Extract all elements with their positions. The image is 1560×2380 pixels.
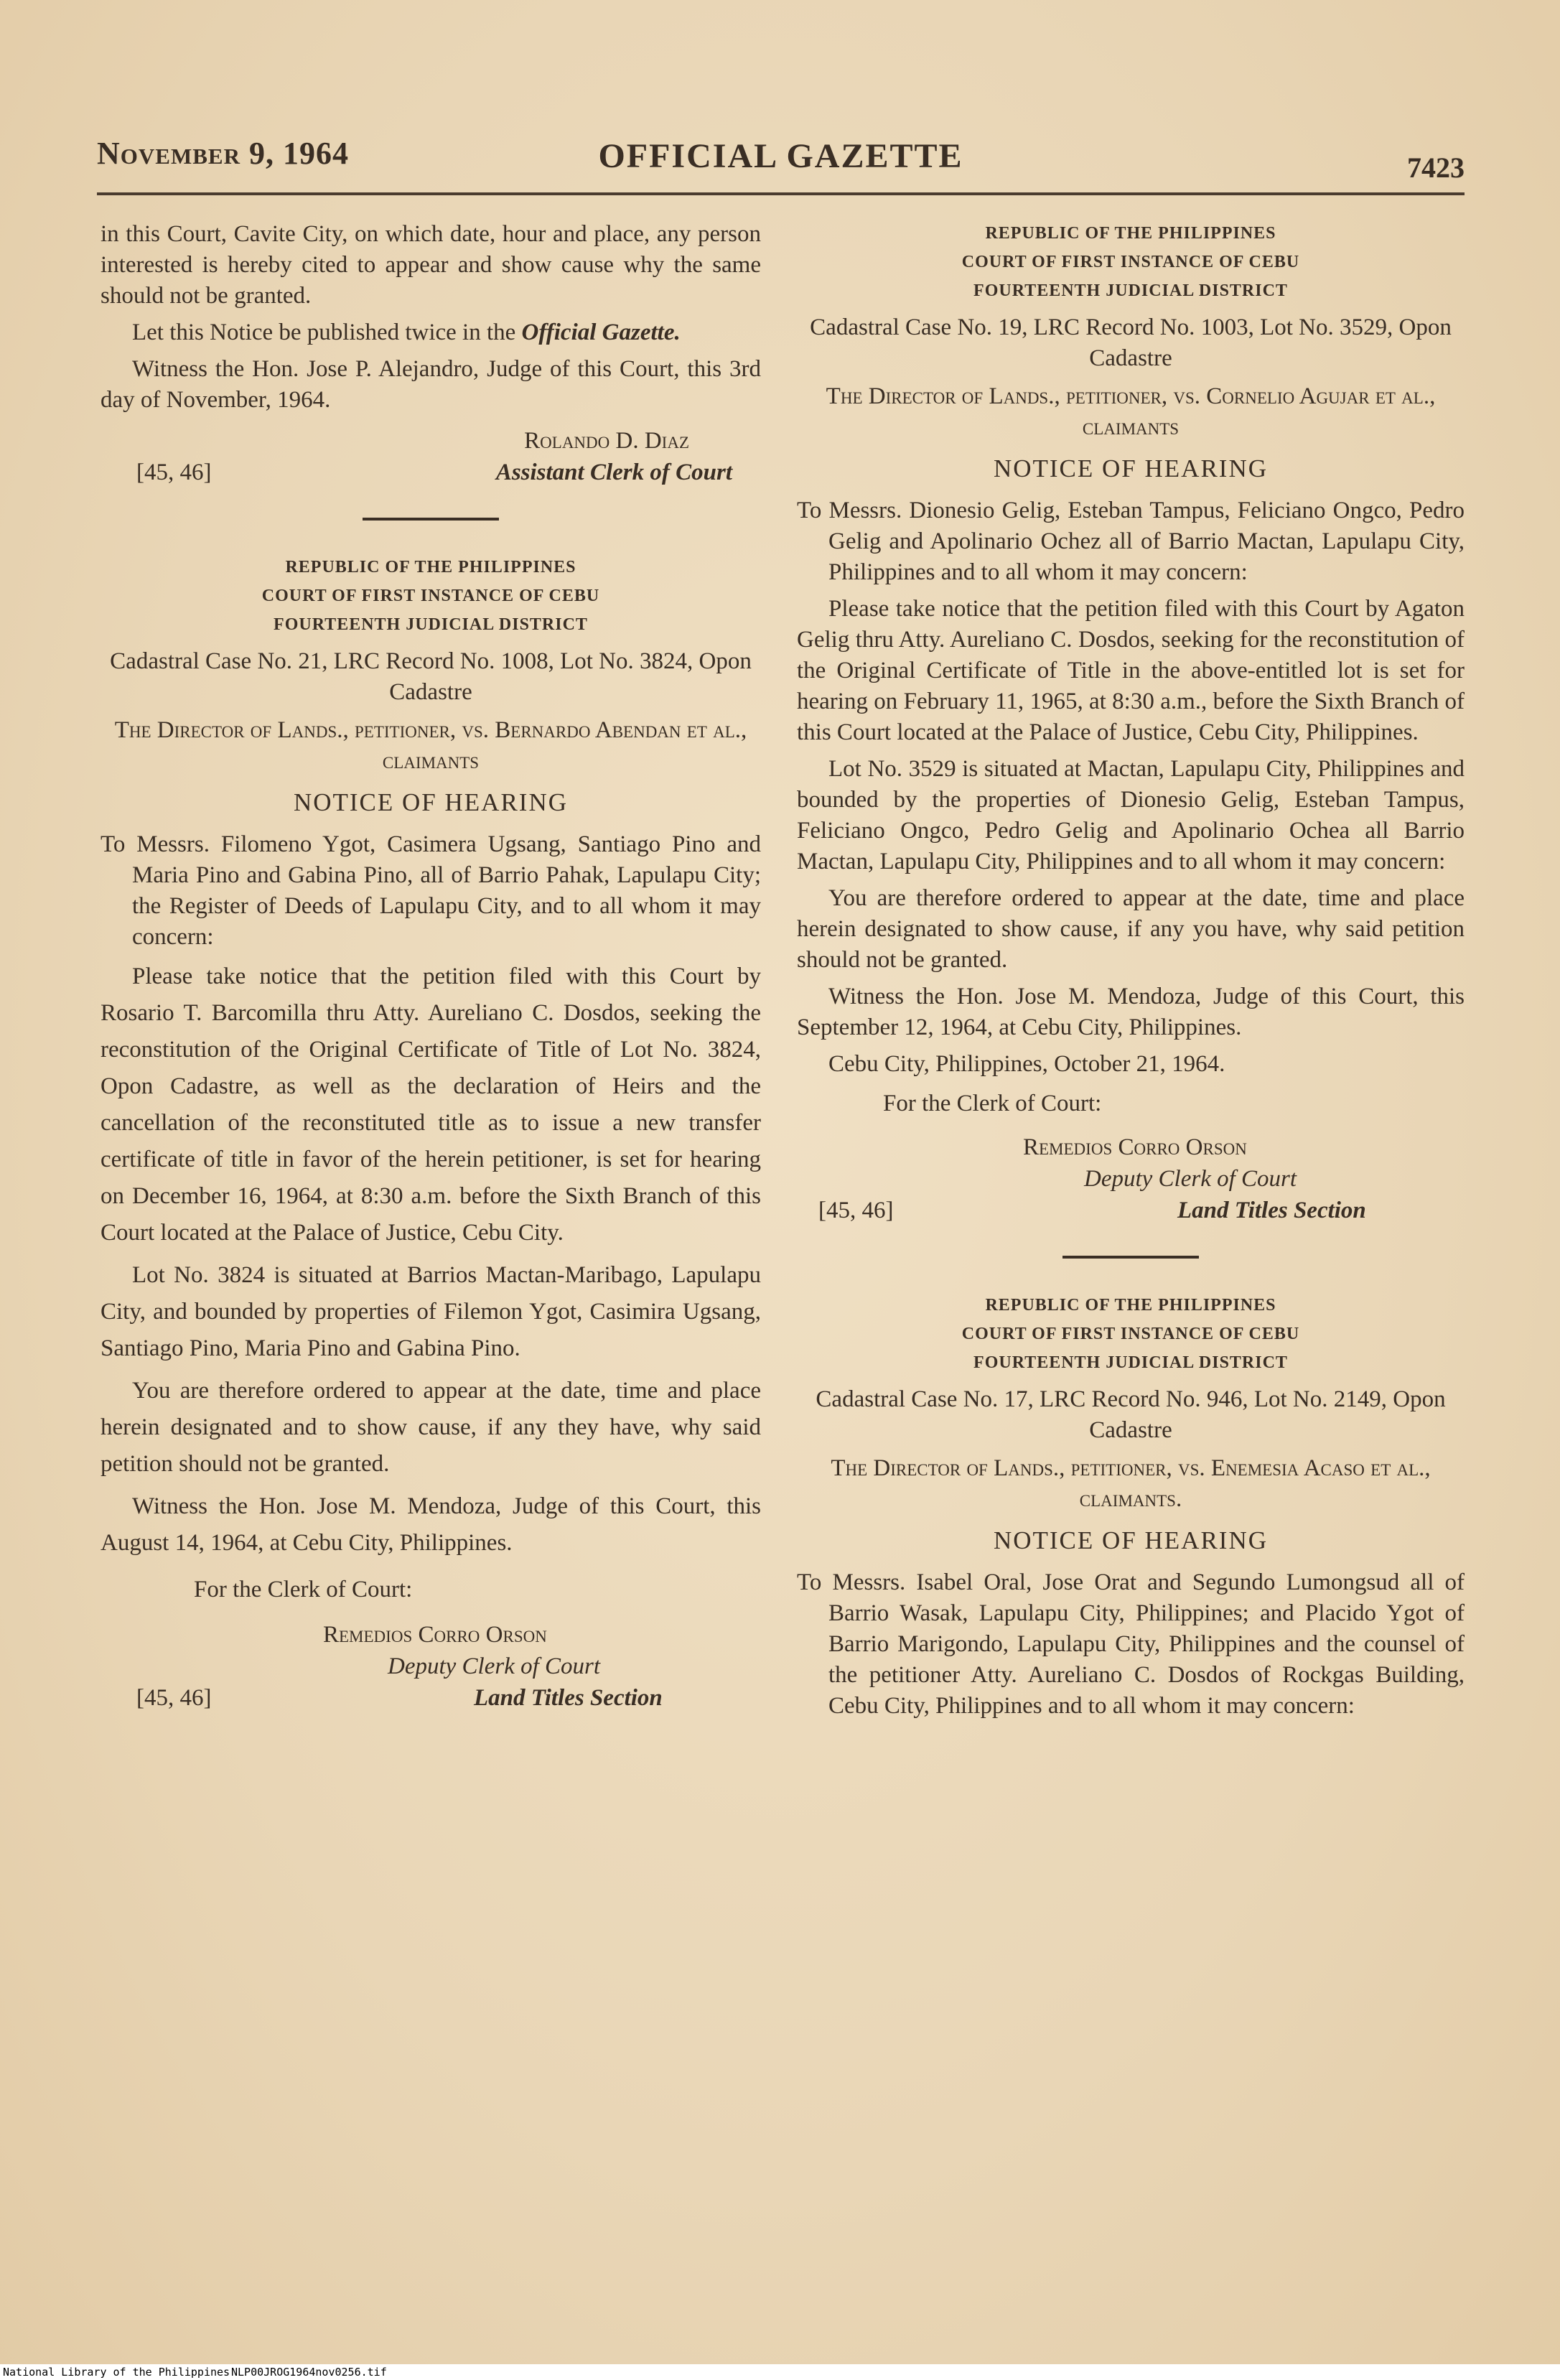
court-header-line: REPUBLIC OF THE PHILIPPINES [985,1296,1276,1315]
signatory-title: Deputy Clerk of Court [388,1653,601,1679]
signature-block-2 [101,457,761,489]
lot-description: Lot No. 3529 is situated at Mactan, Lapulapu City, Philippines and bounded by the properties of Dionesio Gelig, Esteban Tampus, Feliciano Ongco, Pedro Gelig and Apolinario Ochea all Barrio Mactan, Lapulapu City, Philippines and to all whom it may concern: [797,756,1465,874]
addressees: To Messrs. Isabel Oral, Jose Orat and Segundo Lumongsud all of Barrio Wasak, Lapulapu City, Philippines; and Placido Ygot of Barrio Marigondo, Lapulapu City, Philippines and the counsel of the petitioner Atty. Aureliano C. Dosdos of Rockgas Building, Cebu City, Philippines and to all whom it may concern: [797,1569,1465,1719]
right-column [797,219,1465,1727]
notice-case-19 [797,219,1465,1227]
witness-paragraph: Witness the Hon. Jose P. Alejandro, Judge of this Court, this 3rd day of November, 1964. [101,356,761,413]
witness-paragraph: Witness the Hon. Jose M. Mendoza, Judge of this Court, this August 14, 1964, at Cebu City, Philippines. [101,1493,761,1556]
case-caption: Cadastral Case No. 19, LRC Record No. 1003, Lot No. 3529, Opon Cadastre [810,314,1452,371]
court-header-line: COURT OF FIRST INSTANCE OF CEBU [261,587,600,605]
section-title: Land Titles Section [1177,1198,1366,1223]
signature-block-3 [101,1683,761,1714]
addressees: To Messrs. Filomeno Ygot, Casimera Ugsang, Santiago Pino and Maria Pino and Gabina Pino, all of Barrio Pahak, Lapulapu City; the Register of Deeds of Lapulapu City, and to all whom it may concern: [101,831,761,950]
case-caption: Cadastral Case No. 17, LRC Record No. 946, Lot No. 2149, Opon Cadastre [816,1386,1446,1443]
court-header-line: REPUBLIC OF THE PHILIPPINES [285,558,576,577]
notice-body: Please take notice that the petition filed with this Court by Rosario T. Barcomilla thru Atty. Aureliano C. Dosdos, seeking the reconstitution of the Original Certificate of Title of Lot No. 3824, Opon Cadastre, as well as the declaration of Heirs and the cancellation of the reconstituted title as to issue a new transfer certificate of title in favor of the herein petitioner, is set for hearing on December 16, 1964, at 8:30 a.m. before the Sixth Branch of this Court located at the Palace of Justice, Cebu City. [101,963,761,1246]
publication-order: Let this Notice be published twice in the Official Gazette. [132,319,681,345]
dateline: Cebu City, Philippines, October 21, 1964. [828,1051,1225,1077]
continued-paragraph: in this Court, Cavite City, on which date, hour and place, any person interested is hereby cited to appear and show cause why the same should not be granted. [101,221,761,309]
court-header-line: COURT OF FIRST INSTANCE OF CEBU [961,253,1300,271]
page-number: 7423 [1407,151,1465,184]
signature-block [101,1620,761,1651]
court-header-line: REPUBLIC OF THE PHILIPPINES [985,224,1276,243]
issue-date: November 9, 1964 [97,136,349,171]
section-title: Land Titles Section [474,1685,663,1711]
issue-reference: [45, 46] [136,459,212,485]
court-header-line: FOURTEENTH JUDICIAL DISTRICT [274,615,588,634]
signatory-title: Assistant Clerk of Court [495,459,732,485]
scan-footer [0,2364,1560,2380]
appearance-order: You are therefore ordered to appear at the date, time and place herein designated to show cause, if any you have, why said petition should not be granted. [797,885,1465,973]
case-parties: The Director of Lands., petitioner, vs. Cornelio Agujar et al., claimants [826,383,1436,440]
signature-block [797,1132,1465,1164]
notice-heading: NOTICE OF HEARING [993,454,1269,482]
page-header [97,129,1465,194]
court-header-line: FOURTEENTH JUDICIAL DISTRICT [973,281,1288,300]
signature-block-2 [797,1164,1465,1195]
witness-paragraph: Witness the Hon. Jose M. Mendoza, Judge of this Court, this September 12, 1964, at Cebu City, Philippines. [797,984,1465,1040]
notice-case-17 [797,1291,1465,1722]
issue-reference: [45, 46] [818,1198,894,1223]
signature-block [101,426,761,457]
notice-heading: NOTICE OF HEARING [293,788,569,816]
case-parties: The Director of Lands., petitioner, vs. Enemesia Acaso et al., claimants. [831,1455,1431,1512]
notice-body: Please take notice that the petition filed with this Court by Agaton Gelig thru Atty. Aureliano C. Dosdos, seeking for the reconstitution of the Original Certificate of Title in the above-entitled lot is set for hearing on February 11, 1965, at 8:30 a.m., before the Sixth Branch of this Court located at the Palace of Justice, Cebu City, Philippines. [797,596,1465,745]
notice-heading: NOTICE OF HEARING [993,1526,1269,1554]
notice-case-21 [101,553,761,1714]
issue-reference: [45, 46] [136,1685,212,1711]
appearance-order: You are therefore ordered to appear at the date, time and place herein designated and to show cause, if any they have, why said petition should not be granted. [101,1378,761,1477]
signatory-name: Remedios Corro Orson [323,1622,547,1648]
signatory-name: Remedios Corro Orson [1023,1134,1247,1160]
court-header-line: COURT OF FIRST INSTANCE OF CEBU [961,1325,1300,1343]
notice-divider [363,518,499,521]
signature-block-2 [101,1651,761,1683]
publication-title: OFFICIAL GAZETTE [598,137,963,175]
notice-divider [1062,1256,1199,1259]
court-header-line: FOURTEENTH JUDICIAL DISTRICT [973,1353,1288,1372]
scan-filename: NLP00JROG1964nov0256.tif [231,2366,387,2379]
header-rule [97,192,1465,195]
signatory-name: Rolando D. Diaz [524,428,689,454]
left-column [101,219,761,1714]
case-caption: Cadastral Case No. 21, LRC Record No. 1008, Lot No. 3824, Opon Cadastre [110,648,752,705]
addressees: To Messrs. Dionesio Gelig, Esteban Tampus, Feliciano Ongco, Pedro Gelig and Apolinario Ochez all of Barrio Mactan, Lapulapu City, Philippines and to all whom it may concern: [797,498,1465,585]
library-credit: National Library of the Philippines [3,2366,230,2379]
signature-block-3 [797,1195,1465,1227]
for-clerk: For the Clerk of Court: [883,1091,1102,1116]
case-parties: The Director of Lands., petitioner, vs. Bernardo Abendan et al., claimants [114,717,747,774]
lot-description: Lot No. 3824 is situated at Barrios Mactan-Maribago, Lapulapu City, and bounded by properties of Filemon Ygot, Casimira Ugsang, Santiago Pino, Maria Pino and Gabina Pino. [101,1262,761,1361]
signatory-title: Deputy Clerk of Court [1084,1166,1297,1192]
for-clerk: For the Clerk of Court: [194,1577,413,1602]
